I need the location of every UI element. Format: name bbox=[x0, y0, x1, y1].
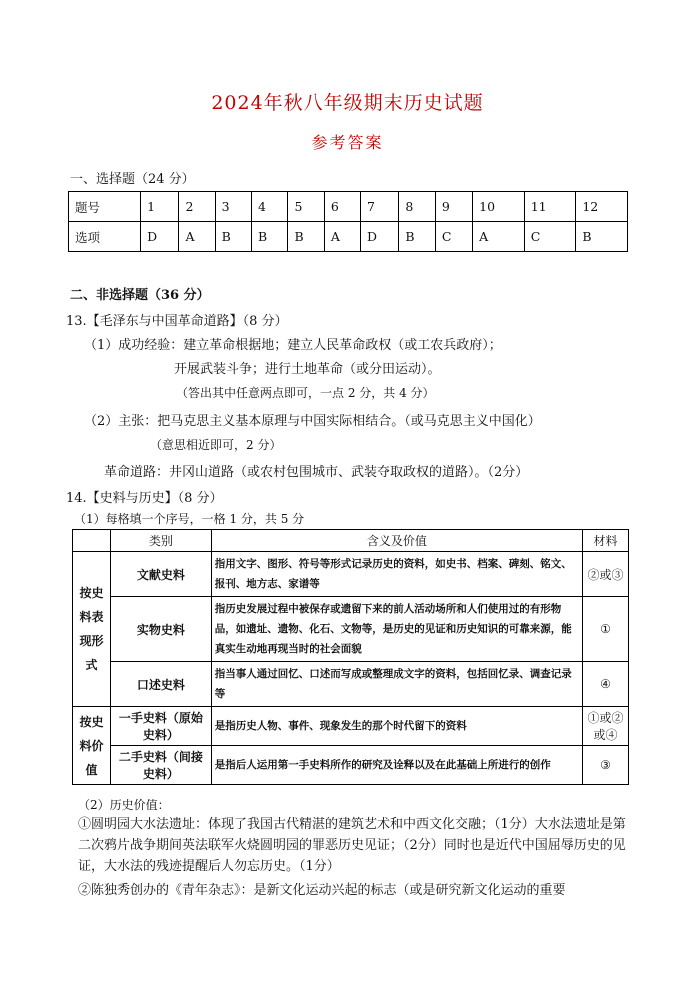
table-row bbox=[73, 746, 629, 785]
group-by-value: 按史料价值 bbox=[73, 707, 111, 785]
row-category: 二手史料（间接史料） bbox=[110, 746, 211, 785]
source-table bbox=[72, 529, 629, 785]
number-cell: 3 bbox=[215, 192, 251, 222]
answer-cell: B bbox=[215, 222, 251, 252]
number-cell: 10 bbox=[473, 192, 525, 222]
q14-paragraph: ①圆明园大水法遗址：体现了我国古代精湛的建筑艺术和中西文化交融；（1分）大水法遗址是第二次鸦片战争期间英法联军火烧圆明园的罪恶历史见证；（2分）同时也是近代中国屈辱历史的见证，大水法的残迹提醒后人勿忘历史。（1分） bbox=[78, 817, 626, 874]
answer-cell: C bbox=[435, 222, 472, 252]
number-cell: 6 bbox=[324, 192, 360, 222]
table-row bbox=[73, 552, 629, 597]
answer-cell: B bbox=[252, 222, 288, 252]
answer-option-row bbox=[69, 222, 628, 252]
q14-instruction: （1）每格填一个序号，一格 1 分，共 5 分 bbox=[74, 512, 305, 526]
row-material: ②或③ bbox=[583, 552, 629, 597]
row-material: ③ bbox=[583, 746, 629, 785]
q13-line: （2）主张：把马克思主义基本原理与中国实际相结合。（或马克思主义中国化） bbox=[84, 414, 541, 429]
number-cell: 12 bbox=[576, 192, 628, 222]
table-row bbox=[73, 662, 629, 707]
row-category: 口述史料 bbox=[110, 662, 211, 707]
table-row bbox=[73, 707, 629, 746]
answer-cell: A bbox=[473, 222, 525, 252]
section2-heading: 二、非选择题（36 分） bbox=[70, 288, 210, 303]
number-cell: 4 bbox=[252, 192, 288, 222]
answer-cell: C bbox=[524, 222, 576, 252]
answer-cell: B bbox=[399, 222, 435, 252]
answer-number-row bbox=[69, 192, 628, 222]
row-category: 实物史料 bbox=[110, 597, 211, 662]
answer-cell: D bbox=[361, 222, 399, 252]
row-description: 是指历史人物、事件、现象发生的那个时代留下的资料 bbox=[211, 707, 582, 746]
row-category: 一手史料（原始史料） bbox=[110, 707, 211, 746]
header-description: 含义及价值 bbox=[211, 530, 582, 552]
row-description: 指当事人通过回忆、口述而写成或整理成文字的资料，包括回忆录、调查记录等 bbox=[211, 662, 582, 707]
page-title: 2024年秋八年级期末历史试题 bbox=[211, 92, 484, 114]
number-cell: 1 bbox=[141, 192, 179, 222]
q13-line: 革命道路：井冈山道路（或农村包围城市、武装夺取政权的道路）。（2分） bbox=[104, 465, 529, 480]
q13-line: （答出其中任意两点即可，一点 2 分，共 4 分） bbox=[176, 386, 435, 400]
q13-line: 开展武装斗争；进行土地革命（或分田运动）。 bbox=[174, 362, 441, 377]
row-material: ④ bbox=[583, 662, 629, 707]
answer-cell: D bbox=[141, 222, 179, 252]
number-cell: 11 bbox=[524, 192, 576, 222]
header-material: 材料 bbox=[583, 530, 629, 552]
row-material: ①或②或④ bbox=[583, 707, 629, 746]
page-subtitle: 参考答案 bbox=[311, 133, 384, 152]
number-cell: 2 bbox=[179, 192, 215, 222]
q13-line: （意思相近即可，2 分） bbox=[150, 438, 282, 452]
row-description: 指历史发展过程中被保存或遗留下来的前人活动场所和人们使用过的有形物品，如遗址、遗物、化石、文物等，是历史的见证和历史知识的可靠来源，能真实生动地再现当时的社会面貌 bbox=[211, 597, 582, 662]
answer-cell: A bbox=[179, 222, 215, 252]
row-material: ① bbox=[583, 597, 629, 662]
q13-heading: 13.【毛泽东与中国革命道路】（8 分） bbox=[66, 314, 288, 329]
row-label-number: 题号 bbox=[69, 192, 141, 222]
number-cell: 8 bbox=[399, 192, 435, 222]
answer-cell: B bbox=[288, 222, 324, 252]
q14-heading: 14.【史料与历史】（8 分） bbox=[66, 491, 223, 506]
q14-part2-label: （2）历史价值： bbox=[78, 798, 170, 812]
answer-cell: B bbox=[576, 222, 628, 252]
table-row bbox=[73, 597, 629, 662]
source-table-header bbox=[73, 530, 629, 552]
section1-heading: 一、选择题（24 分） bbox=[70, 172, 195, 187]
row-label-option: 选项 bbox=[69, 222, 141, 252]
q13-line: （1）成功经验：建立革命根据地；建立人民革命政权（或工农兵政府）； bbox=[84, 338, 502, 353]
number-cell: 7 bbox=[361, 192, 399, 222]
number-cell: 9 bbox=[435, 192, 472, 222]
row-description: 是指后人运用第一手史料所作的研究及诠释以及在此基础上所进行的创作 bbox=[211, 746, 582, 785]
header-category: 类别 bbox=[110, 530, 211, 552]
answer-cell: A bbox=[324, 222, 360, 252]
q14-paragraph: ②陈独秀创办的《青年杂志》：是新文化运动兴起的标志（或是研究新文化运动的重要 bbox=[78, 883, 566, 898]
answer-table bbox=[68, 191, 628, 252]
number-cell: 5 bbox=[288, 192, 324, 222]
row-description: 指用文字、图形、符号等形式记录历史的资料，如史书、档案、碑刻、铭文、报刊、地方志、家谱等 bbox=[211, 552, 582, 597]
row-category: 文献史料 bbox=[110, 552, 211, 597]
group-by-form: 按史料表现形式 bbox=[73, 552, 111, 707]
